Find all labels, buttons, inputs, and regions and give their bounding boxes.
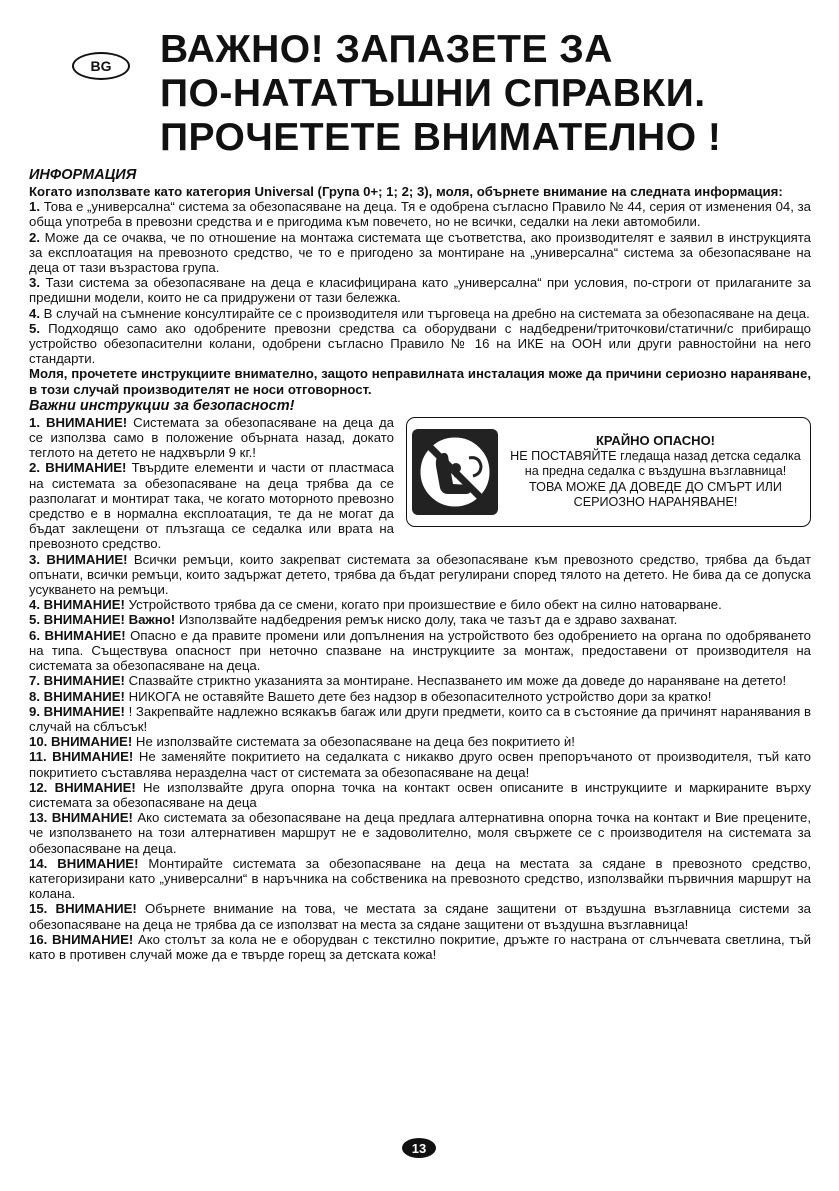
warning-line: ТОВА МОЖЕ ДА ДОВЕДЕ ДО СМЪРТ ИЛИ СЕРИОЗНО НАРАНЯВАНЕ!: [529, 479, 782, 510]
safety-item: 13. ВНИМАНИЕ! Ако системата за обезопасяване на деца предлага алтернативна опорна точка на контакт и Вие прецените, че използването на този алтернативен маршрут не е задоволително, моля свържете се с производителя на системата за обезопасяване на деца.: [29, 810, 811, 856]
airbag-warning-box: [406, 417, 811, 527]
safety-item: 15. ВНИМАНИЕ! Обърнете внимание на това, че местата за сядане защитени от въздушна възглавница системи за обезопасяване на деца не трябва да се използват на места за сядане защитени от въздушна възглавница!: [29, 901, 811, 932]
safety-item: 4. ВНИМАНИЕ! Устройството трябва да се смени, когато при произшествие е било обект на силно натоварване.: [29, 597, 722, 613]
info-item: 3. Тази система за обезопасяване на деца е класифицирана като „универсална“ при условия, по-строги от прилаганите за предишни модели, които не са придружени от тази бележка.: [29, 275, 811, 306]
info-item: 5. Подходящо само ако одобрените превозни средства са оборудвани с надбедрени/триточкови/статични/с прибиращо устройство обезопасителни колани, одобрени съгласно Правило № 16 на ИКЕ на ООН или други равностойни на него стандарти.: [29, 320, 812, 367]
body-text: [29, 167, 811, 962]
info-item: 1. Това е „универсална“ система за обезопасяване на деца. Тя е одобрена съгласно Правило № 44, серия от изменения 04, за обща употреба в превозни средства и е пригодима към повечето, но не всички, седалки на леки автомобили.: [29, 199, 811, 230]
safety-heading: Важни инструкции за безопасност!: [29, 397, 295, 414]
safety-item: 6. ВНИМАНИЕ! Опасно е да правите промени или допълнения на устройството без одобрението на органа по одобряването на типа. Съществува опасност при неточно спазване на инструкциите за монтаж, предоставени от производителя на системата за обезопасяване на деца.: [29, 627, 811, 674]
safety-item: 14. ВНИМАНИЕ! Монтирайте системата за обезопасяване на деца на местата за сядане в превозното средство, категоризирани като „универсални“ в наръчника на собственика на превозното средство, използвайки първичния маршрут на колана.: [29, 855, 811, 902]
title-line: ПРОЧЕТЕТЕ ВНИМАТЕЛНО !: [160, 116, 722, 159]
safety-item: 9. ВНИМАНИЕ! ! Закрепвайте надлежно всякакъв багаж или други предмети, които са в състояние да причинят наранявания в случай на сблъсък!: [29, 703, 811, 734]
info-heading: ИНФОРМАЦИЯ: [29, 167, 137, 183]
no-rear-facing-seat-airbag-icon: [411, 428, 499, 516]
safety-item: 2. ВНИМАНИЕ! Твърдите елементи и части от пластмаса на системата за обезопасяване на деца трябва да се разполагат и монтират така, че когато моторното превозно средство е в нормална експлоатация, те да не могат да бъдат заклещени от плъзгаща се седалка или врата на превозното средство.: [29, 460, 395, 552]
warning-title: КРАЙНО ОПАСНО!: [595, 433, 716, 449]
info-closing: Моля, прочетете инструкциите внимателно, защото неправилната инсталация може да причини сериозно нараняване, в този случай производителят не носи отговорност.: [29, 366, 811, 397]
warning-text: [505, 433, 806, 511]
info-intro: Когато използвате като категория Universal (Група 0+; 1; 2; 3), моля, обърнете внимание на следната информация:: [29, 184, 783, 199]
safety-item: 5. ВНИМАНИЕ! Важно! Използвайте надбедрения ремък ниско долу, така че тазът да е здраво захванат.: [29, 612, 678, 628]
safety-item: 8. ВНИМАНИЕ! НИКОГА не оставяйте Вашето дете без надзор в обезопасителното устройство дори за кратко!: [29, 688, 712, 704]
page-number: 13: [402, 1138, 436, 1158]
title-line: ПО-НАТАТЪШНИ СПРАВКИ.: [160, 72, 706, 115]
safety-item: 12. ВНИМАНИЕ! Не използвайте друга опорна точка на контакт освен описаните в инструкциите и маркираните върху системата за обезопасяване на деца: [29, 779, 811, 810]
info-item: 4. В случай на съмнение консултирайте се с производителя или търговеца на дребно на системата за обезопасяване на деца.: [29, 305, 810, 321]
warning-line: НЕ ПОСТАВЯЙТЕ гледаща назад детска седалка на предна седалка с въздушна възглавница!: [510, 448, 801, 479]
title-line: ВАЖНО! ЗАПАЗЕТЕ ЗА: [160, 28, 613, 71]
safety-item: 10. ВНИМАНИЕ! Не използвайте системата за обезопасяване на деца без покритието ѝ!: [29, 734, 575, 750]
language-badge: BG: [72, 52, 130, 80]
safety-item: 3. ВНИМАНИЕ! Всички ремъци, които закрепват системата за обезопасяване към превозното средство, трябва да бъдат опънати, всички ремъци, които задържат детето, трябва да бъдат регулирани според тялото на детето. Не бива да се допуска усукването на ремъци.: [29, 551, 811, 598]
info-item: 2. Може да се очаква, че по отношение на монтажа системата ще съответства, ако производителят е заявил в инструкцията за експлоатация на превозното средство, че то е пригодено за монтиране на „универсална“ система за обезопасяване на деца от тази възрастова група.: [29, 229, 811, 276]
page-title: [160, 28, 820, 160]
safety-item: 16. ВНИМАНИЕ! Ако столът за кола не е оборудван с текстилно покритие, дръжте го настрана от слънчевата светлина, тъй като в противен случай може да е твърде горещ за детската кожа!: [29, 931, 811, 962]
safety-item: 11. ВНИМАНИЕ! Не заменяйте покритието на седалката с никакво друго освен препоръчаното от производителя, тъй като покритието съставлява неразделна част от системата за обезопасяване на деца!: [29, 749, 811, 780]
safety-item: 7. ВНИМАНИЕ! Спазвайте стриктно указанията за монтиране. Неспазването им може да доведе до нараняване на детето!: [29, 673, 787, 689]
safety-item: 1. ВНИМАНИЕ! Системата за обезопасяване на деца да се използва само в положение обърната назад, докато теглото на детето не надхвърли 9 кг.!: [29, 414, 394, 461]
